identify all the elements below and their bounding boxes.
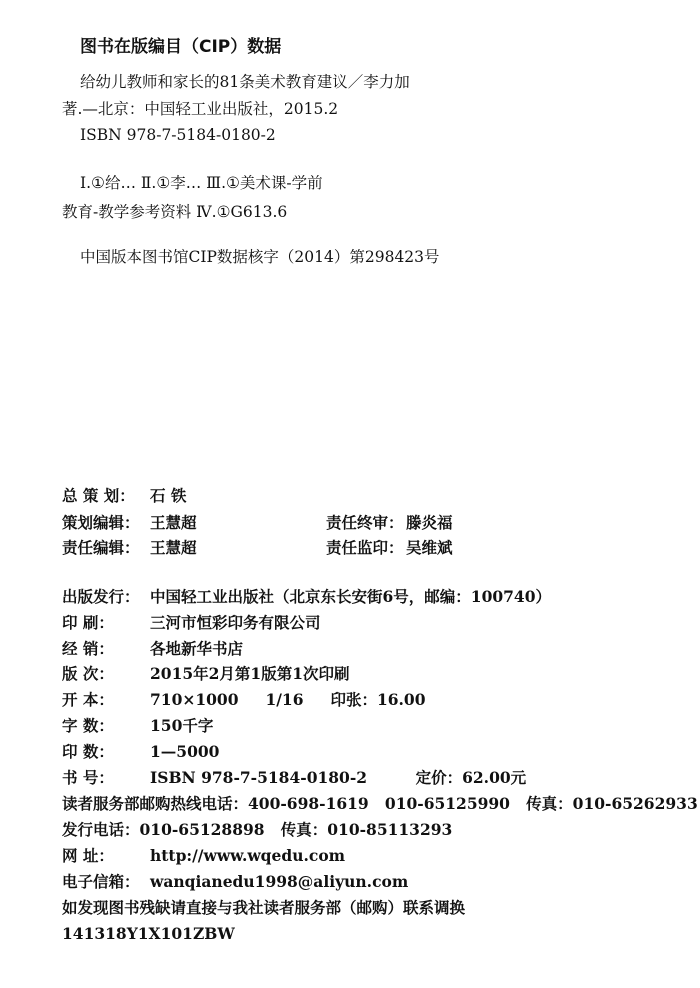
distributor-label: 经 销： (62, 639, 114, 658)
printer-label: 印 刷： (62, 613, 114, 632)
responsible-editor-label: 责任编辑： (62, 538, 140, 557)
final-reviewer-label: 责任终审： (326, 513, 404, 532)
word-count: 150千字 (150, 716, 214, 735)
distributor: 各地新华书店 (150, 639, 244, 658)
book-number: ISBN 978-7-5184-0180-2 定价：62.00元 (150, 768, 527, 787)
print-supervisor-label: 责任监印： (326, 538, 404, 557)
cip-line-2: 著.—北京：中国轻工业出版社，2015.2 (62, 100, 339, 118)
website-label: 网 址： (62, 846, 114, 865)
notice-line: 如发现图书残缺请直接与我社读者服务部（邮购）联系调换 (62, 898, 466, 917)
website: http://www.wqedu.com (150, 846, 346, 865)
edition: 2015年2月第1版第1次印刷 (150, 664, 350, 683)
print-code: 141318Y1X101ZBW (62, 924, 235, 943)
print-run: 1—5000 (150, 742, 220, 761)
format-label: 开 本： (62, 690, 114, 709)
email-label: 电子信箱： (62, 872, 140, 891)
chief-planner-label: 总 策 划： (62, 486, 135, 505)
print-run-label: 印 数： (62, 742, 114, 761)
cip-title: 图书在版编目（CIP）数据 (80, 37, 282, 57)
publisher: 中国轻工业出版社（北京东长安街6号，邮编：100740） (150, 587, 551, 606)
email: wanqianedu1998@aliyun.com (150, 872, 409, 891)
reader-service-line: 读者服务部邮购热线电话：400-698-1619 010-65125990 传真：010-65262933 (62, 794, 698, 813)
planning-editor: 王慧超 (150, 513, 197, 532)
cip-line-4: Ⅰ.①给… Ⅱ.①李… Ⅲ.①美术课-学前 (80, 174, 323, 192)
publisher-label: 出版发行： (62, 587, 140, 606)
responsible-editor: 王慧超 (150, 538, 197, 557)
cip-line-5: 教育-教学参考资料 Ⅳ.①G613.6 (62, 203, 288, 221)
chief-planner: 石 铁 (150, 486, 187, 505)
printer: 三河市恒彩印务有限公司 (150, 613, 321, 632)
cip-line-3: ISBN 978-7-5184-0180-2 (80, 126, 276, 144)
planning-editor-label: 策划编辑： (62, 513, 140, 532)
print-supervisor: 吴维斌 (406, 538, 453, 557)
word-count-label: 字 数： (62, 716, 114, 735)
cip-line-6: 中国版本图书馆CIP数据核字（2014）第298423号 (80, 248, 440, 266)
final-reviewer: 滕炎福 (406, 513, 453, 532)
cip-line-1: 给幼儿教师和家长的81条美术教育建议／李力加 (80, 73, 410, 91)
sales-phone-line: 发行电话：010-65128898 传真：010-85113293 (62, 820, 453, 839)
book-number-label: 书 号： (62, 768, 114, 787)
format: 710×1000 1/16 印张：16.00 (150, 690, 426, 709)
edition-label: 版 次： (62, 664, 114, 683)
